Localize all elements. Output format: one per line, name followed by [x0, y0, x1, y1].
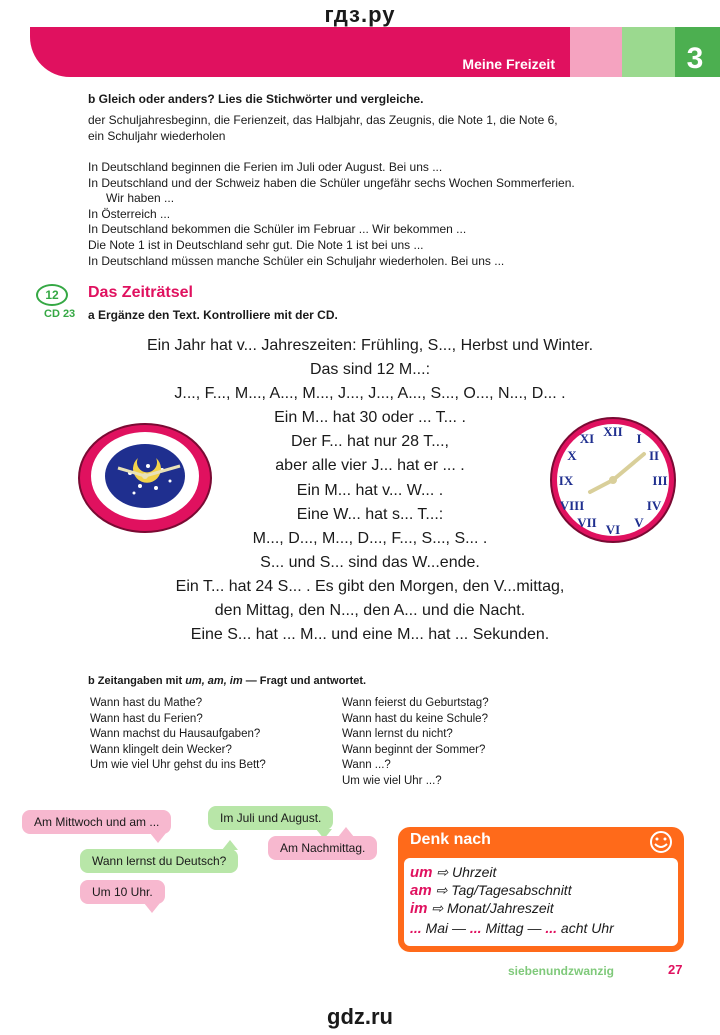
sentence: In Deutschland beginnen die Ferien im Juli oder August. Bei uns ... [88, 160, 443, 174]
sentence: In Deutschland bekommen die Schüler im Februar ... Wir bekommen ... [88, 222, 467, 237]
question: Wann lernst du nicht? [342, 728, 453, 740]
page-number: 27 [668, 962, 683, 977]
speech-bubble [208, 806, 333, 830]
question: Wann klingelt dein Wecker? [90, 743, 232, 756]
denk-nach-row [410, 882, 572, 899]
question: Wann ...? [342, 759, 391, 771]
bubble-tail [338, 827, 354, 837]
denk-nach-title: Denk nach [410, 831, 491, 848]
page-number-word: siebenundzwanzig [508, 964, 615, 978]
poem-line: Ein T... hat 24 S... . Es gibt den Morgen, den V...mittag, [175, 577, 565, 595]
denk-nach-row [410, 900, 554, 917]
svg-text:XI: XI [579, 431, 595, 446]
keywords-line-1: der Schuljahresbeginn, die Ferienzeit, das Halbjahr, das Zeugnis, die Note 1, die Note 6, [88, 113, 558, 127]
heading-part: b Zeitangaben mit [88, 675, 186, 687]
question: Wann hast du Mathe? [90, 697, 203, 709]
poem-line: Der F... hat nur 28 T..., [291, 433, 449, 451]
question: Wann feierst du Geburtstag? [342, 697, 489, 709]
denk-nach-exercise-line [410, 920, 614, 936]
poem-line: Ein M... hat v... W... . [296, 481, 444, 499]
keyword: um [410, 864, 433, 881]
svg-text:V: V [634, 515, 644, 530]
bubble-tail [222, 840, 238, 850]
chapter-title: Meine Freizeit [462, 56, 555, 72]
rule-text: Monat/Jahreszeit [447, 900, 554, 916]
section-title: Das Zeiträtsel [88, 284, 193, 301]
svg-text:X: X [567, 448, 577, 463]
banner-stripe-pink [570, 27, 622, 77]
keyword: im [410, 900, 428, 917]
svg-text:XII: XII [603, 424, 623, 439]
bubble-text: Wann lernst du Deutsch? [92, 854, 227, 868]
arrow-icon: ⇨ [436, 864, 449, 880]
poem-line: Das sind 12 M...: [309, 361, 431, 379]
question: Wann beginnt der Sommer? [342, 743, 486, 756]
smiley-icon [648, 830, 674, 854]
line-text: acht Uhr [557, 920, 614, 936]
heading-part: — Fragt und antwortet. [242, 675, 367, 687]
poem-line: J..., F..., M..., A..., M..., J..., J..., A..., S..., O..., N..., D... . [174, 385, 566, 403]
svg-text:VII: VII [577, 515, 597, 530]
exercise-b2-heading [88, 675, 366, 687]
bubble-text: Am Mittwoch und am ... [34, 815, 160, 829]
bubble-tail [150, 833, 166, 843]
keyword: am [410, 882, 432, 899]
speech-bubble [22, 810, 171, 834]
arrow-icon: ⇨ [431, 900, 444, 916]
roman-clock-illustration [548, 414, 678, 546]
question: Wann hast du keine Schule? [342, 712, 488, 725]
speech-bubble [268, 836, 377, 860]
question: Um wie viel Uhr gehst du ins Bett? [90, 759, 266, 771]
sentence: Wir haben ... [106, 191, 175, 206]
poem-line: Eine W... hat s... T...: [296, 505, 444, 523]
heading-prepositions: um, am, im [185, 675, 243, 687]
sentence: In Deutschland müssen manche Schüler ein Schuljahr wiederholen. Bei uns ... [88, 253, 505, 268]
speech-bubble [80, 880, 165, 904]
line-text: Mai — [421, 920, 470, 936]
svg-text:IX: IX [558, 473, 574, 488]
blank-dots: ... [469, 920, 482, 936]
exercise-number-badge: 12 [36, 284, 68, 306]
questions-right-column [342, 696, 489, 789]
sentence: In Österreich ... [88, 206, 171, 221]
keywords-line-2: ein Schuljahr wiederholen [88, 129, 226, 143]
rule-text: Tag/Tagesabschnitt [451, 882, 572, 898]
line-text: Mittag — [481, 920, 546, 936]
poem-line: M..., D..., M..., D..., F..., S..., S... . [252, 529, 488, 547]
exercise-b1-heading: b Gleich oder anders? Lies die Stichwörter und vergleiche. [88, 92, 424, 106]
bubble-tail [144, 903, 160, 913]
poem-line: Ein M... hat 30 oder ... T... . [274, 409, 466, 427]
question: Wann hast du Ferien? [90, 712, 203, 725]
bubble-text: Im Juli und August. [220, 811, 322, 825]
svg-text:VI: VI [605, 522, 621, 537]
blank-dots: ... [410, 920, 422, 936]
poem-line: S... und S... sind das W...ende. [260, 553, 480, 571]
bubble-text: Am Nachmittag. [280, 841, 366, 855]
svg-text:I: I [636, 431, 642, 446]
sentence: In Deutschland und der Schweiz haben die Schüler ungefähr sechs Wochen Sommerferien. [88, 175, 575, 190]
question: Um wie viel Uhr ...? [342, 774, 442, 787]
blank-dots: ... [545, 920, 558, 936]
question: Wann machst du Hausaufgaben? [90, 728, 261, 740]
site-watermark-top: гдз.ру [324, 2, 396, 27]
bubble-text: Um 10 Uhr. [92, 885, 153, 899]
svg-text:IV: IV [646, 498, 662, 513]
rule-text: Uhrzeit [452, 864, 497, 880]
cd-track-label: CD 23 [44, 308, 76, 320]
chapter-number: 3 [686, 42, 704, 75]
speech-bubble [80, 849, 238, 873]
exercise-a-heading: a Ergänze den Text. Kontrolliere mit der CD. [88, 308, 338, 322]
svg-text:VIII: VIII [559, 498, 585, 513]
calendar-clock-illustration [78, 418, 213, 533]
questions-left-column [90, 696, 266, 774]
site-watermark-bottom: gdz.ru [327, 1004, 393, 1029]
comparison-sentences [88, 160, 575, 269]
svg-text:II: II [648, 448, 660, 463]
poem-line: Ein Jahr hat v... Jahreszeiten: Frühling, S..., Herbst und Winter. [146, 337, 594, 354]
poem-line: aber alle vier J... hat er ... . [275, 457, 465, 475]
sentence: Die Note 1 ist in Deutschland sehr gut. Die Note 1 ist bei uns ... [88, 237, 424, 252]
poem-line: den Mittag, den N..., den A... und die Nacht. [214, 602, 526, 620]
banner-stripe-light-green [622, 27, 675, 77]
poem-line: Eine S... hat ... M... und eine M... hat ... Sekunden. [190, 626, 550, 644]
svg-text:III: III [652, 473, 668, 488]
arrow-icon: ⇨ [435, 882, 448, 898]
denk-nach-row [410, 864, 496, 881]
